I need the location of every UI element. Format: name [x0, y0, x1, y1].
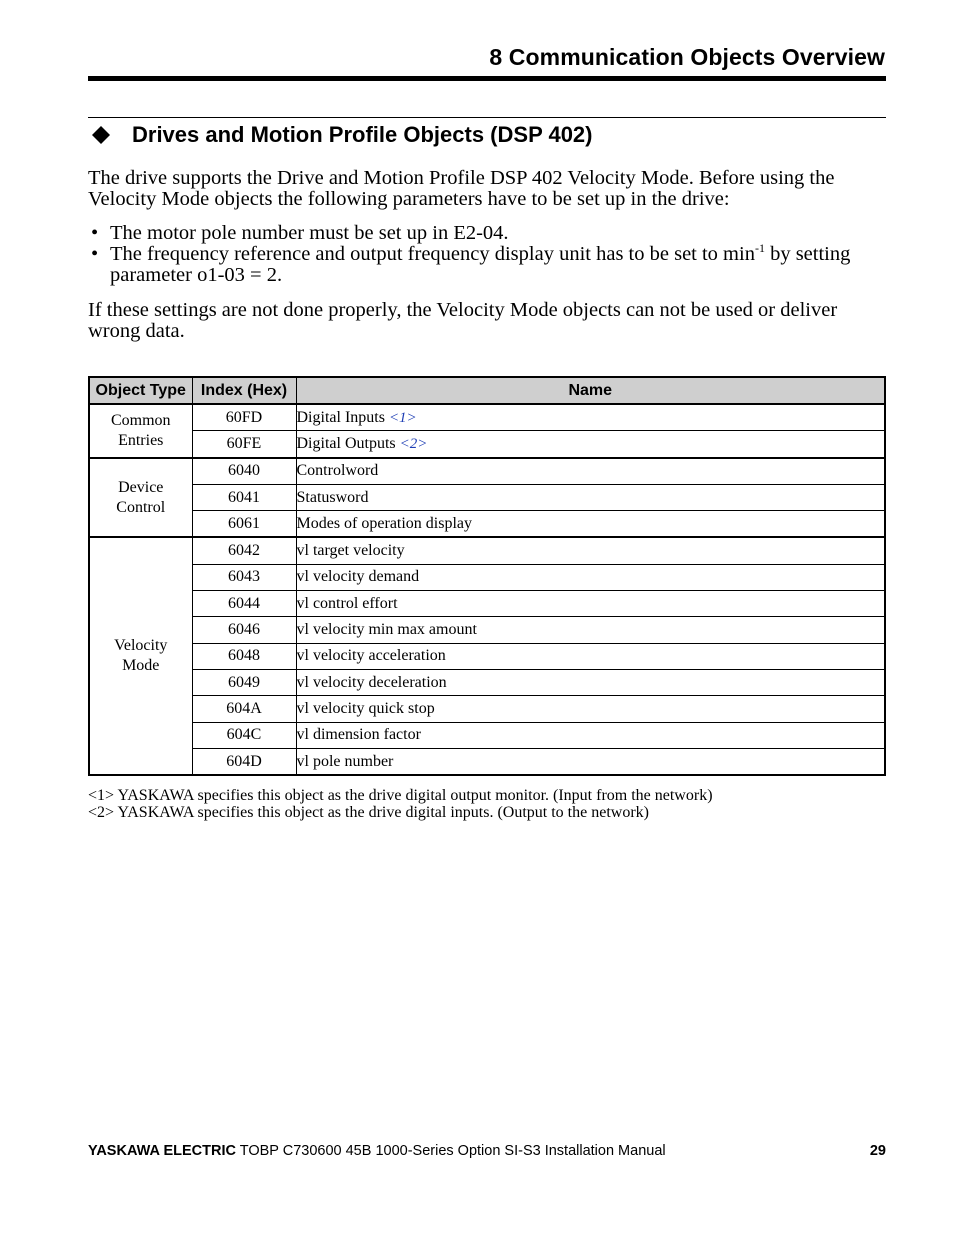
name-cell: vl control effort	[296, 591, 885, 617]
index-cell: 60FE	[192, 431, 296, 458]
name-cell: Statusword	[296, 484, 885, 510]
chapter-title: 8 Communication Objects Overview	[489, 44, 885, 70]
section-heading	[88, 122, 593, 148]
name-cell: vl velocity deceleration	[296, 669, 885, 695]
table-row	[89, 511, 885, 538]
footnotes	[88, 787, 713, 821]
index-cell: 6040	[192, 458, 296, 485]
index-cell: 60FD	[192, 404, 296, 431]
table-row	[89, 431, 885, 458]
footnote-ref-link[interactable]: <1>	[388, 409, 417, 426]
index-cell: 6048	[192, 643, 296, 669]
index-cell: 6044	[192, 591, 296, 617]
table-row	[89, 458, 885, 485]
table-row	[89, 617, 885, 643]
warning-paragraph: If these settings are not done properly, the Velocity Mode objects can not be used or deliver wrong data.	[88, 299, 838, 342]
name-cell: vl pole number	[296, 748, 885, 775]
objects-table	[88, 376, 886, 776]
section-rule	[88, 117, 886, 118]
table-row	[89, 643, 885, 669]
name-cell: Modes of operation display	[296, 511, 885, 538]
index-cell: 6046	[192, 617, 296, 643]
table-row	[89, 748, 885, 775]
index-cell: 6061	[192, 511, 296, 538]
footer-doc-title: TOBP C730600 45B 1000-Series Option SI-S3 Installation Manual	[235, 1143, 666, 1159]
superscript: -1	[754, 241, 765, 256]
name-cell: Digital Outputs <2>	[296, 431, 885, 458]
requirements-list	[88, 223, 888, 286]
footnote: <1> YASKAWA specifies this object as the drive digital output monitor. (Input from the network)	[88, 787, 713, 804]
list-item-text: The frequency reference and output frequency display unit has to be set to min	[110, 243, 755, 265]
table-row	[89, 537, 885, 564]
column-header-name: Name	[296, 377, 885, 404]
diamond-icon	[92, 126, 110, 144]
table-row	[89, 591, 885, 617]
table-row	[89, 669, 885, 695]
table-row	[89, 404, 885, 431]
intro-paragraph: The drive supports the Drive and Motion Profile DSP 402 Velocity Mode. Before using the Velocity Mode objects the following parameters have to be set up in the drive:	[88, 167, 835, 210]
index-cell: 604D	[192, 748, 296, 775]
name-cell: vl target velocity	[296, 537, 885, 564]
index-cell: 6049	[192, 669, 296, 695]
name-cell: vl velocity acceleration	[296, 643, 885, 669]
index-cell: 6043	[192, 564, 296, 590]
list-item	[88, 241, 888, 286]
name-cell: vl velocity demand	[296, 564, 885, 590]
object-type-cell: Device Control	[89, 458, 192, 538]
header-rule	[88, 76, 886, 81]
table-row	[89, 696, 885, 722]
name-cell: Digital Inputs <1>	[296, 404, 885, 431]
footer-brand: YASKAWA ELECTRIC	[88, 1143, 236, 1159]
column-header-object-type: Object Type	[89, 377, 192, 404]
object-type-cell: Common Entries	[89, 404, 192, 458]
name-cell: vl velocity quick stop	[296, 696, 885, 722]
column-header-index: Index (Hex)	[192, 377, 296, 404]
list-item-text: by setting parameter o1-03 = 2.	[110, 243, 851, 286]
name-cell: vl dimension factor	[296, 722, 885, 748]
index-cell: 604C	[192, 722, 296, 748]
list-item: • The motor pole number must be set up in E2-04.	[88, 223, 888, 244]
table-header-row	[89, 377, 885, 404]
table-row	[89, 722, 885, 748]
table-row	[89, 564, 885, 590]
page-footer	[88, 1143, 886, 1159]
table-row	[89, 484, 885, 510]
name-cell: Controlword	[296, 458, 885, 485]
index-cell: 6041	[192, 484, 296, 510]
footnote: <2> YASKAWA specifies this object as the drive digital inputs. (Output to the network)	[88, 804, 649, 821]
footer-document	[88, 1143, 666, 1159]
section-heading-text: Drives and Motion Profile Objects (DSP 402)	[132, 122, 593, 147]
object-type-cell: Velocity Mode	[89, 537, 192, 775]
name-cell: vl velocity min max amount	[296, 617, 885, 643]
page-number: 29	[869, 1143, 886, 1159]
footnote-ref-link[interactable]: <2>	[399, 435, 428, 452]
index-cell: 604A	[192, 696, 296, 722]
index-cell: 6042	[192, 537, 296, 564]
